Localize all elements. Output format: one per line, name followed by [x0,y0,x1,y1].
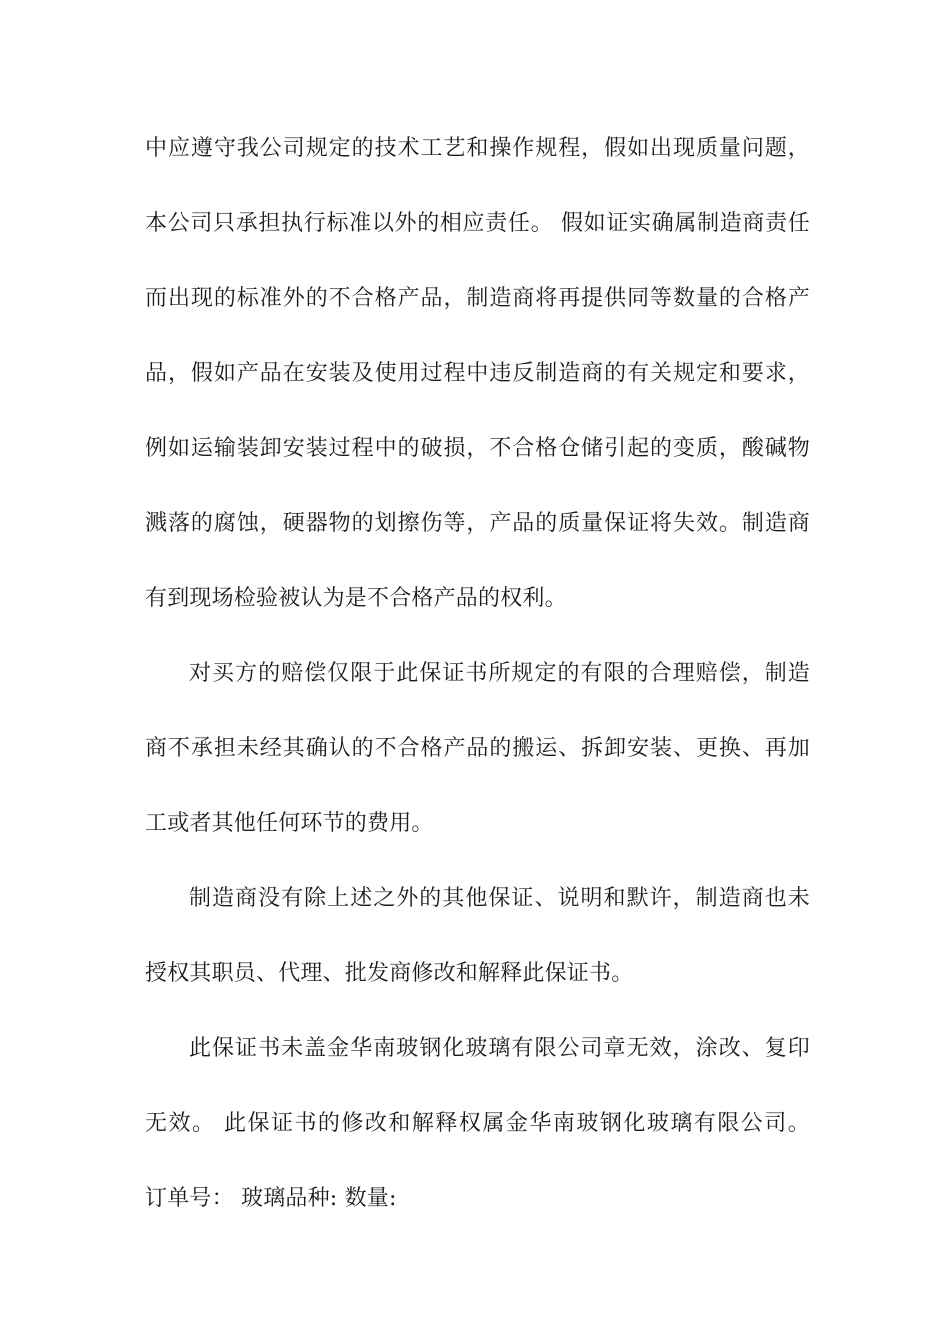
text-line-5: 例如运输装卸安装过程中的破损，不合格仓储引起的变质，酸碱物 [145,436,810,461]
text-line-2: 本公司只承担执行标准以外的相应责任。 假如证实确属制造商责任 [145,211,810,236]
text-line-12: 授权其职员、代理、批发商修改和解释此保证书。 [145,961,634,986]
text-line-11: 制造商没有除上述之外的其他保证、说明和默许，制造商也未 [189,886,810,911]
text-line-4: 品，假如产品在安装及使用过程中违反制造商的有关规定和要求， [145,361,810,386]
text-line-3: 而出现的标准外的不合格产品，制造商将再提供同等数量的合格产 [145,286,810,311]
text-line-10: 工或者其他任何环节的费用。 [145,811,434,836]
text-line-14: 无效。 此保证书的修改和解释权属金华南玻钢化玻璃有限公司。 [145,1111,810,1136]
order-info-line: 订单号： 玻璃品种: 数量: [145,1186,397,1211]
text-line-6: 溅落的腐蚀，硬器物的划擦伤等，产品的质量保证将失效。制造商 [145,511,810,536]
text-line-7: 有到现场检验被认为是不合格产品的权利。 [145,586,567,611]
text-line-9: 商不承担未经其确认的不合格产品的搬运、拆卸安装、更换、再加 [145,736,810,761]
text-line-13: 此保证书未盖金华南玻钢化玻璃有限公司章无效，涂改、复印 [189,1036,810,1061]
text-line-8: 对买方的赔偿仅限于此保证书所规定的有限的合理赔偿，制造 [189,661,810,686]
text-line-1: 中应遵守我公司规定的技术工艺和操作规程，假如出现质量问题， [145,136,810,161]
